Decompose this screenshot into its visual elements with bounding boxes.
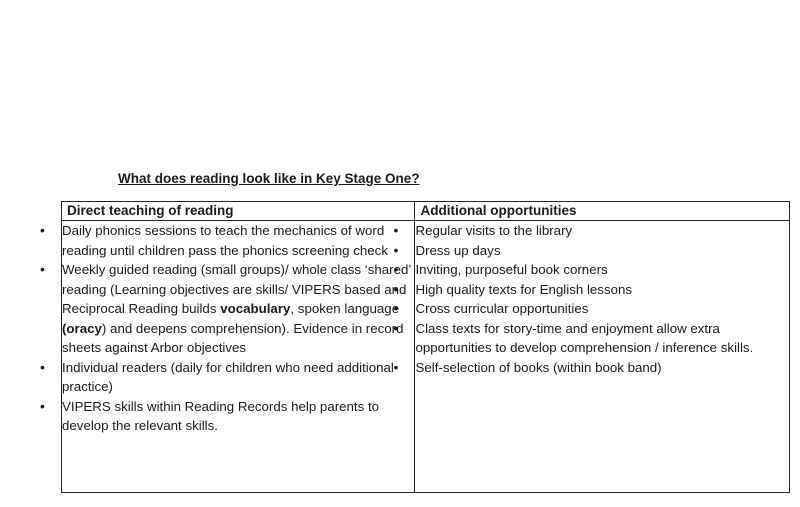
- additional-opportunities-list: [415, 221, 789, 377]
- list-item: • Daily phonics sessions to teach the mechanics of word reading until children pass the phonics screening check: [62, 221, 414, 260]
- list-item: • VIPERS skills within Reading Records help parents to develop the relevant skills.: [62, 397, 414, 436]
- page-title: What does reading look like in Key Stage One?: [118, 171, 420, 186]
- header-additional-opportunities: Additional opportunities: [415, 202, 790, 221]
- oracy-emphasis: (oracy: [62, 320, 102, 336]
- direct-teaching-list: [62, 221, 414, 436]
- list-item: • Individual readers (daily for children who need additional practice): [62, 358, 414, 397]
- list-item: • Inviting, purposeful book corners: [415, 260, 789, 280]
- reading-table: [61, 201, 790, 493]
- table-header-row: [62, 202, 790, 221]
- list-item: • Class texts for story-time and enjoyment allow extra opportunities to develop comprehension / inference skills.: [415, 319, 789, 358]
- vocabulary-emphasis: vocabulary: [220, 301, 291, 316]
- list-item: [62, 260, 414, 358]
- list-item: • Regular visits to the library: [415, 221, 789, 241]
- list-item-text: , spoken language: [290, 301, 400, 316]
- list-item: • Self-selection of books (within book band): [415, 358, 789, 378]
- list-item: • Dress up days: [415, 241, 789, 261]
- list-item: • High quality texts for English lessons: [415, 280, 789, 300]
- header-direct-teaching: Direct teaching of reading: [62, 202, 415, 221]
- list-item: • Cross curricular opportunities: [415, 299, 789, 319]
- direct-teaching-cell: [62, 221, 415, 493]
- table-body-row: [62, 221, 790, 493]
- additional-opportunities-cell: [415, 221, 790, 493]
- list-item-text: ) and deepens comprehension). Evidence in record sheets against Arbor objectives: [62, 320, 404, 355]
- list-item-text: Weekly guided reading (small groups)/ whole class ‘shared’ reading (Learning objectives are skills/ VIPERS based and Reciprocal Reading builds: [62, 262, 411, 316]
